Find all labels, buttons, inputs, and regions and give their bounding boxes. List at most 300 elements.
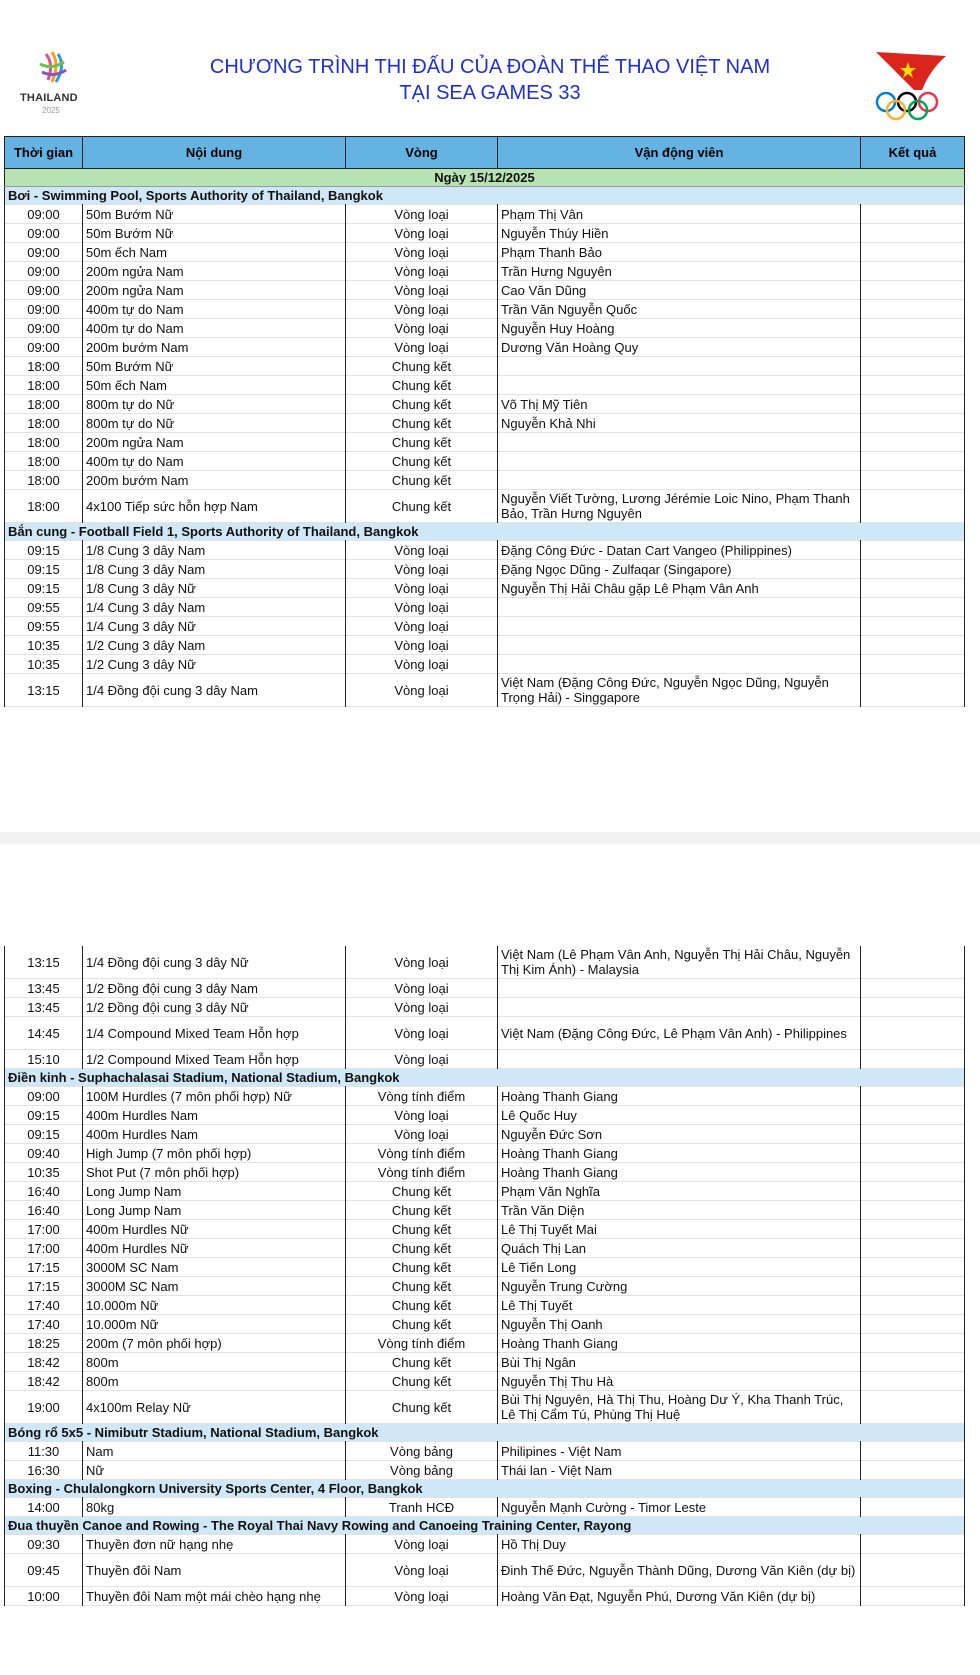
cell-round: Vòng loại [346, 598, 498, 617]
cell-time: 09:00 [5, 319, 83, 338]
logo-year: 2025 [42, 106, 60, 115]
date-row [5, 169, 965, 187]
cell-athletes [498, 617, 861, 636]
cell-result [861, 1296, 965, 1315]
cell-time: 18:00 [5, 395, 83, 414]
cell-result [861, 1461, 965, 1480]
cell-round: Vòng tính điểm [346, 1334, 498, 1353]
cell-time: 18:25 [5, 1334, 83, 1353]
table-row [5, 1258, 965, 1277]
cell-result [861, 452, 965, 471]
cell-event: 1/8 Cung 3 dây Nữ [83, 579, 346, 598]
cell-result [861, 1315, 965, 1334]
cell-time: 17:40 [5, 1315, 83, 1334]
cell-athletes: Philipines - Việt Nam [498, 1442, 861, 1461]
cell-round: Vòng loại [346, 1125, 498, 1144]
cell-event: Nam [83, 1442, 346, 1461]
table-row [5, 395, 965, 414]
page-title: CHƯƠNG TRÌNH THI ĐẤU CỦA ĐOÀN THỂ THAO VIỆT NAM [209, 56, 771, 78]
cell-athletes: Nguyễn Thị Hải Châu gặp Lê Phạm Vân Anh [498, 579, 861, 598]
table-row [5, 243, 965, 262]
cell-event: 400m Hurdles Nam [83, 1106, 346, 1125]
col-header-round: Vòng [346, 137, 498, 169]
cell-event: 200m bướm Nam [83, 338, 346, 357]
cell-athletes: Nguyễn Trung Cường [498, 1277, 861, 1296]
cell-event: 400m tự do Nam [83, 452, 346, 471]
table-row [5, 357, 965, 376]
cell-time: 18:00 [5, 471, 83, 490]
cell-event: 1/2 Đồng đội cung 3 dây Nam [83, 979, 346, 998]
schedule-table-page-1 [4, 136, 965, 707]
col-header-result: Kết quả [861, 137, 965, 169]
cell-round: Vòng loại [346, 338, 498, 357]
cell-result [861, 1239, 965, 1258]
cell-athletes: Nguyễn Đức Sơn [498, 1125, 861, 1144]
table-row [5, 471, 965, 490]
schedule-table-page-2 [4, 946, 965, 1606]
cell-event: 1/8 Cung 3 dây Nam [83, 560, 346, 579]
cell-athletes: Võ Thị Mỹ Tiên [498, 395, 861, 414]
table-row [5, 1277, 965, 1296]
cell-time: 11:30 [5, 1442, 83, 1461]
cell-round: Vòng loại [346, 1587, 498, 1606]
cell-round: Vòng bảng [346, 1461, 498, 1480]
cell-round: Chung kết [346, 1220, 498, 1239]
cell-athletes: Nguyễn Huy Hoàng [498, 319, 861, 338]
cell-round: Chung kết [346, 1296, 498, 1315]
cell-event: 3000M SC Nam [83, 1277, 346, 1296]
cell-athletes: Lê Tiến Long [498, 1258, 861, 1277]
table-row [5, 541, 965, 560]
page-subtitle: TẠI SEA GAMES 33 [399, 82, 581, 104]
cell-result [861, 262, 965, 281]
cell-time: 18:42 [5, 1353, 83, 1372]
cell-round: Vòng loại [346, 979, 498, 998]
cell-event: 4x100 Tiếp sức hỗn hợp Nam [83, 490, 346, 523]
cell-time: 09:00 [5, 300, 83, 319]
venue-section-row [5, 523, 965, 541]
cell-time: 17:40 [5, 1296, 83, 1315]
venue-section-label: Đua thuyền Canoe and Rowing - The Royal Thai Navy Rowing and Canoeing Training Center, Rayong [5, 1517, 965, 1535]
vietnam-olympic-logo [874, 50, 954, 122]
cell-time: 13:45 [5, 998, 83, 1017]
col-header-event: Nội dung [83, 137, 346, 169]
cell-result [861, 579, 965, 598]
cell-round: Vòng loại [346, 655, 498, 674]
cell-athletes: Hoàng Thanh Giang [498, 1087, 861, 1106]
table-row [5, 1587, 965, 1606]
table-row [5, 281, 965, 300]
cell-event: 400m tự do Nam [83, 319, 346, 338]
cell-athletes [498, 979, 861, 998]
cell-time: 09:00 [5, 243, 83, 262]
logo-text: THAILAND [20, 92, 78, 104]
table-row [5, 1372, 965, 1391]
cell-athletes: Trần Văn Diện [498, 1201, 861, 1220]
cell-time: 17:00 [5, 1239, 83, 1258]
table-row [5, 655, 965, 674]
cell-event: 50m Bướm Nữ [83, 205, 346, 224]
cell-round: Chung kết [346, 1315, 498, 1334]
cell-athletes: Thái lan - Việt Nam [498, 1461, 861, 1480]
cell-event: 3000M SC Nam [83, 1258, 346, 1277]
venue-section-label: Điền kinh - Suphachalasai Stadium, National Stadium, Bangkok [5, 1069, 965, 1087]
sea-games-logo [18, 50, 90, 120]
cell-event: Thuyền đơn nữ hạng nhẹ [83, 1535, 346, 1554]
cell-time: 13:15 [5, 674, 83, 707]
cell-time: 09:00 [5, 262, 83, 281]
cell-time: 13:15 [5, 946, 83, 979]
table-row [5, 1182, 965, 1201]
cell-event: Thuyền đôi Nam [83, 1554, 346, 1587]
cell-result [861, 357, 965, 376]
cell-result [861, 1144, 965, 1163]
cell-event: 400m Hurdles Nữ [83, 1220, 346, 1239]
cell-event: 50m ếch Nam [83, 243, 346, 262]
cell-event: Nữ [83, 1461, 346, 1480]
cell-result [861, 1182, 965, 1201]
cell-result [861, 1201, 965, 1220]
cell-time: 14:00 [5, 1498, 83, 1517]
cell-result [861, 433, 965, 452]
cell-result [861, 414, 965, 433]
venue-section-label: Bơi - Swimming Pool, Sports Authority of Thailand, Bangkok [5, 187, 965, 205]
cell-round: Vòng loại [346, 1050, 498, 1069]
cell-time: 17:15 [5, 1277, 83, 1296]
table-row [5, 1296, 965, 1315]
cell-result [861, 674, 965, 707]
cell-result [861, 1106, 965, 1125]
table-row [5, 560, 965, 579]
cell-round: Vòng bảng [346, 1442, 498, 1461]
cell-event: 800m [83, 1372, 346, 1391]
cell-time: 09:15 [5, 541, 83, 560]
cell-round: Chung kết [346, 452, 498, 471]
cell-round: Chung kết [346, 1353, 498, 1372]
table-row [5, 1498, 965, 1517]
cell-event: 1/2 Đồng đội cung 3 dây Nữ [83, 998, 346, 1017]
cell-time: 10:00 [5, 1587, 83, 1606]
cell-event: 1/4 Đồng đội cung 3 dây Nữ [83, 946, 346, 979]
cell-athletes: Lê Thị Tuyết Mai [498, 1220, 861, 1239]
cell-event: 1/2 Compound Mixed Team Hỗn hợp [83, 1050, 346, 1069]
cell-athletes: Việt Nam (Lê Phạm Vân Anh, Nguyễn Thị Hải Châu, Nguyễn Thị Kim Ánh) - Malaysia [498, 946, 861, 979]
cell-result [861, 541, 965, 560]
cell-time: 18:00 [5, 414, 83, 433]
cell-result [861, 471, 965, 490]
table-row [5, 979, 965, 998]
cell-event: 1/4 Đồng đội cung 3 dây Nam [83, 674, 346, 707]
cell-event: 200m ngửa Nam [83, 433, 346, 452]
table-row [5, 598, 965, 617]
cell-round: Tranh HCĐ [346, 1498, 498, 1517]
table-row [5, 1535, 965, 1554]
cell-result [861, 560, 965, 579]
cell-result [861, 1391, 965, 1424]
cell-time: 10:35 [5, 1163, 83, 1182]
table-row [5, 617, 965, 636]
cell-event: Thuyền đôi Nam một mái chèo hạng nhẹ [83, 1587, 346, 1606]
cell-result [861, 1353, 965, 1372]
cell-athletes: Quách Thị Lan [498, 1239, 861, 1258]
cell-result [861, 1535, 965, 1554]
table-row [5, 1315, 965, 1334]
cell-result [861, 205, 965, 224]
table-row [5, 1050, 965, 1069]
table-row [5, 376, 965, 395]
cell-round: Vòng loại [346, 319, 498, 338]
cell-event: 1/4 Compound Mixed Team Hỗn hợp [83, 1017, 346, 1050]
cell-event: 4x100m Relay Nữ [83, 1391, 346, 1424]
cell-result [861, 1087, 965, 1106]
cell-event: Long Jump Nam [83, 1182, 346, 1201]
venue-section-label: Bắn cung - Football Field 1, Sports Authority of Thailand, Bangkok [5, 523, 965, 541]
cell-time: 09:45 [5, 1554, 83, 1587]
cell-round: Vòng loại [346, 617, 498, 636]
cell-event: Shot Put (7 môn phối hợp) [83, 1163, 346, 1182]
cell-event: 100M Hurdles (7 môn phối hợp) Nữ [83, 1087, 346, 1106]
table-row [5, 1442, 965, 1461]
table-row [5, 433, 965, 452]
cell-time: 09:00 [5, 338, 83, 357]
cell-result [861, 1163, 965, 1182]
cell-athletes: Dương Văn Hoàng Quy [498, 338, 861, 357]
cell-athletes [498, 357, 861, 376]
venue-section-label: Bóng rổ 5x5 - Nimibutr Stadium, National Stadium, Bangkok [5, 1424, 965, 1442]
cell-athletes [498, 998, 861, 1017]
cell-result [861, 300, 965, 319]
cell-athletes [498, 598, 861, 617]
cell-athletes: Đặng Công Đức - Datan Cart Vangeo (Philippines) [498, 541, 861, 560]
table-row [5, 1353, 965, 1372]
table-row [5, 1220, 965, 1239]
cell-time: 09:15 [5, 579, 83, 598]
cell-round: Vòng loại [346, 636, 498, 655]
cell-event: 200m ngửa Nam [83, 281, 346, 300]
cell-athletes: Hoàng Văn Đạt, Nguyễn Phú, Dương Văn Kiên (dự bị) [498, 1587, 861, 1606]
cell-event: 10.000m Nữ [83, 1315, 346, 1334]
cell-event: 800m tự do Nữ [83, 414, 346, 433]
cell-round: Vòng loại [346, 1554, 498, 1587]
cell-round: Vòng loại [346, 998, 498, 1017]
cell-time: 14:45 [5, 1017, 83, 1050]
table-row [5, 1144, 965, 1163]
cell-event: 200m bướm Nam [83, 471, 346, 490]
cell-round: Chung kết [346, 1201, 498, 1220]
cell-event: 200m (7 môn phối hợp) [83, 1334, 346, 1353]
cell-round: Vòng tính điểm [346, 1163, 498, 1182]
cell-result [861, 1017, 965, 1050]
cell-round: Chung kết [346, 1277, 498, 1296]
cell-result [861, 1125, 965, 1144]
cell-time: 09:15 [5, 560, 83, 579]
cell-result [861, 1442, 965, 1461]
cell-athletes: Trần Văn Nguyễn Quốc [498, 300, 861, 319]
cell-athletes: Hồ Thị Duy [498, 1535, 861, 1554]
cell-event: 1/4 Cung 3 dây Nam [83, 598, 346, 617]
cell-result [861, 1334, 965, 1353]
cell-round: Chung kết [346, 376, 498, 395]
cell-round: Vòng loại [346, 541, 498, 560]
cell-athletes [498, 1050, 861, 1069]
cell-time: 16:40 [5, 1201, 83, 1220]
table-row [5, 1461, 965, 1480]
col-header-time: Thời gian [5, 137, 83, 169]
cell-time: 09:55 [5, 598, 83, 617]
cell-time: 09:00 [5, 205, 83, 224]
cell-event: 50m Bướm Nữ [83, 224, 346, 243]
cell-result [861, 490, 965, 523]
cell-athletes: Phạm Văn Nghĩa [498, 1182, 861, 1201]
cell-round: Vòng loại [346, 1106, 498, 1125]
cell-athletes: Bùi Thị Ngân [498, 1353, 861, 1372]
cell-round: Chung kết [346, 471, 498, 490]
cell-result [861, 319, 965, 338]
table-row [5, 1239, 965, 1258]
cell-athletes: Bùi Thị Nguyên, Hà Thị Thu, Hoàng Dư Ý, Kha Thanh Trúc, Lê Thị Cẩm Tú, Phùng Thị Huệ [498, 1391, 861, 1424]
cell-athletes [498, 655, 861, 674]
cell-result [861, 1498, 965, 1517]
cell-athletes: Nguyễn Thị Oanh [498, 1315, 861, 1334]
cell-time: 18:42 [5, 1372, 83, 1391]
cell-athletes: Phạm Thị Vân [498, 205, 861, 224]
cell-time: 16:30 [5, 1461, 83, 1480]
table-row [5, 1391, 965, 1424]
cell-round: Vòng loại [346, 205, 498, 224]
cell-round: Vòng tính điểm [346, 1144, 498, 1163]
table-row [5, 674, 965, 707]
cell-event: High Jump (7 môn phối hợp) [83, 1144, 346, 1163]
cell-result [861, 1050, 965, 1069]
table-row [5, 946, 965, 979]
cell-time: 09:40 [5, 1144, 83, 1163]
cell-athletes [498, 471, 861, 490]
cell-time: 18:00 [5, 452, 83, 471]
cell-athletes [498, 433, 861, 452]
cell-result [861, 1587, 965, 1606]
cell-event: 1/4 Cung 3 dây Nữ [83, 617, 346, 636]
table-row [5, 262, 965, 281]
cell-athletes: Hoàng Thanh Giang [498, 1144, 861, 1163]
table-row [5, 414, 965, 433]
cell-round: Vòng loại [346, 946, 498, 979]
cell-athletes: Hoàng Thanh Giang [498, 1163, 861, 1182]
cell-result [861, 1277, 965, 1296]
cell-athletes: Nguyễn Thúy Hiền [498, 224, 861, 243]
cell-result [861, 281, 965, 300]
cell-athletes: Lê Thị Tuyết [498, 1296, 861, 1315]
venue-section-row [5, 1069, 965, 1087]
cell-event: 50m ếch Nam [83, 376, 346, 395]
venue-section-row [5, 1517, 965, 1535]
cell-event: Long Jump Nam [83, 1201, 346, 1220]
cell-athletes: Đặng Ngọc Dũng - Zulfaqar (Singapore) [498, 560, 861, 579]
table-row [5, 319, 965, 338]
cell-round: Chung kết [346, 1372, 498, 1391]
table-row [5, 1017, 965, 1050]
table-row [5, 1554, 965, 1587]
cell-time: 18:00 [5, 376, 83, 395]
page-break [0, 832, 980, 844]
cell-athletes: Việt Nam (Đặng Công Đức, Lê Phạm Vân Anh) - Philippines [498, 1017, 861, 1050]
cell-round: Vòng loại [346, 300, 498, 319]
cell-athletes: Đinh Thế Đức, Nguyễn Thành Dũng, Dương Văn Kiên (dự bị) [498, 1554, 861, 1587]
table-row [5, 1087, 965, 1106]
venue-section-row [5, 1480, 965, 1498]
cell-round: Vòng loại [346, 1535, 498, 1554]
cell-round: Chung kết [346, 1258, 498, 1277]
table-row [5, 338, 965, 357]
cell-time: 09:15 [5, 1106, 83, 1125]
cell-athletes: Lê Quốc Huy [498, 1106, 861, 1125]
cell-event: 1/2 Cung 3 dây Nữ [83, 655, 346, 674]
cell-result [861, 998, 965, 1017]
cell-result [861, 338, 965, 357]
cell-round: Chung kết [346, 1391, 498, 1424]
table-header-row [5, 137, 965, 169]
cell-event: 400m tự do Nam [83, 300, 346, 319]
cell-time: 10:35 [5, 655, 83, 674]
cell-result [861, 979, 965, 998]
cell-event: 1/2 Cung 3 dây Nam [83, 636, 346, 655]
cell-round: Vòng loại [346, 560, 498, 579]
cell-round: Vòng loại [346, 674, 498, 707]
cell-round: Chung kết [346, 433, 498, 452]
table-row [5, 636, 965, 655]
cell-athletes: Trần Hưng Nguyên [498, 262, 861, 281]
cell-time: 09:30 [5, 1535, 83, 1554]
cell-round: Vòng loại [346, 1017, 498, 1050]
table-row [5, 300, 965, 319]
date-label: Ngày 15/12/2025 [5, 169, 965, 187]
cell-result [861, 1220, 965, 1239]
cell-athletes: Việt Nam (Đặng Công Đức, Nguyễn Ngọc Dũng, Nguyễn Trọng Hải) - Singgapore [498, 674, 861, 707]
cell-time: 09:15 [5, 1125, 83, 1144]
cell-result [861, 1554, 965, 1587]
venue-section-label: Boxing - Chulalongkorn University Sports Center, 4 Floor, Bangkok [5, 1480, 965, 1498]
cell-round: Vòng loại [346, 224, 498, 243]
venue-section-row [5, 187, 965, 205]
cell-time: 09:55 [5, 617, 83, 636]
cell-round: Chung kết [346, 1239, 498, 1258]
cell-round: Chung kết [346, 414, 498, 433]
cell-event: 10.000m Nữ [83, 1296, 346, 1315]
cell-athletes: Nguyễn Mạnh Cường - Timor Leste [498, 1498, 861, 1517]
cell-athletes: Nguyễn Viết Tường, Lương Jérémie Loic Nino, Phạm Thanh Bảo, Trần Hưng Nguyên [498, 490, 861, 523]
cell-round: Vòng loại [346, 281, 498, 300]
cell-time: 16:40 [5, 1182, 83, 1201]
cell-athletes: Nguyễn Thị Thu Hà [498, 1372, 861, 1391]
cell-event: 800m [83, 1353, 346, 1372]
cell-athletes: Hoàng Thanh Giang [498, 1334, 861, 1353]
table-row [5, 1125, 965, 1144]
cell-result [861, 1372, 965, 1391]
table-row [5, 205, 965, 224]
table-row [5, 998, 965, 1017]
cell-time: 09:00 [5, 224, 83, 243]
cell-result [861, 636, 965, 655]
cell-time: 19:00 [5, 1391, 83, 1424]
cell-round: Chung kết [346, 1182, 498, 1201]
cell-result [861, 1258, 965, 1277]
cell-round: Chung kết [346, 490, 498, 523]
table-row [5, 579, 965, 598]
cell-event: 1/8 Cung 3 dây Nam [83, 541, 346, 560]
cell-round: Vòng loại [346, 579, 498, 598]
cell-time: 17:15 [5, 1258, 83, 1277]
cell-athletes: Cao Văn Dũng [498, 281, 861, 300]
table-row [5, 490, 965, 523]
